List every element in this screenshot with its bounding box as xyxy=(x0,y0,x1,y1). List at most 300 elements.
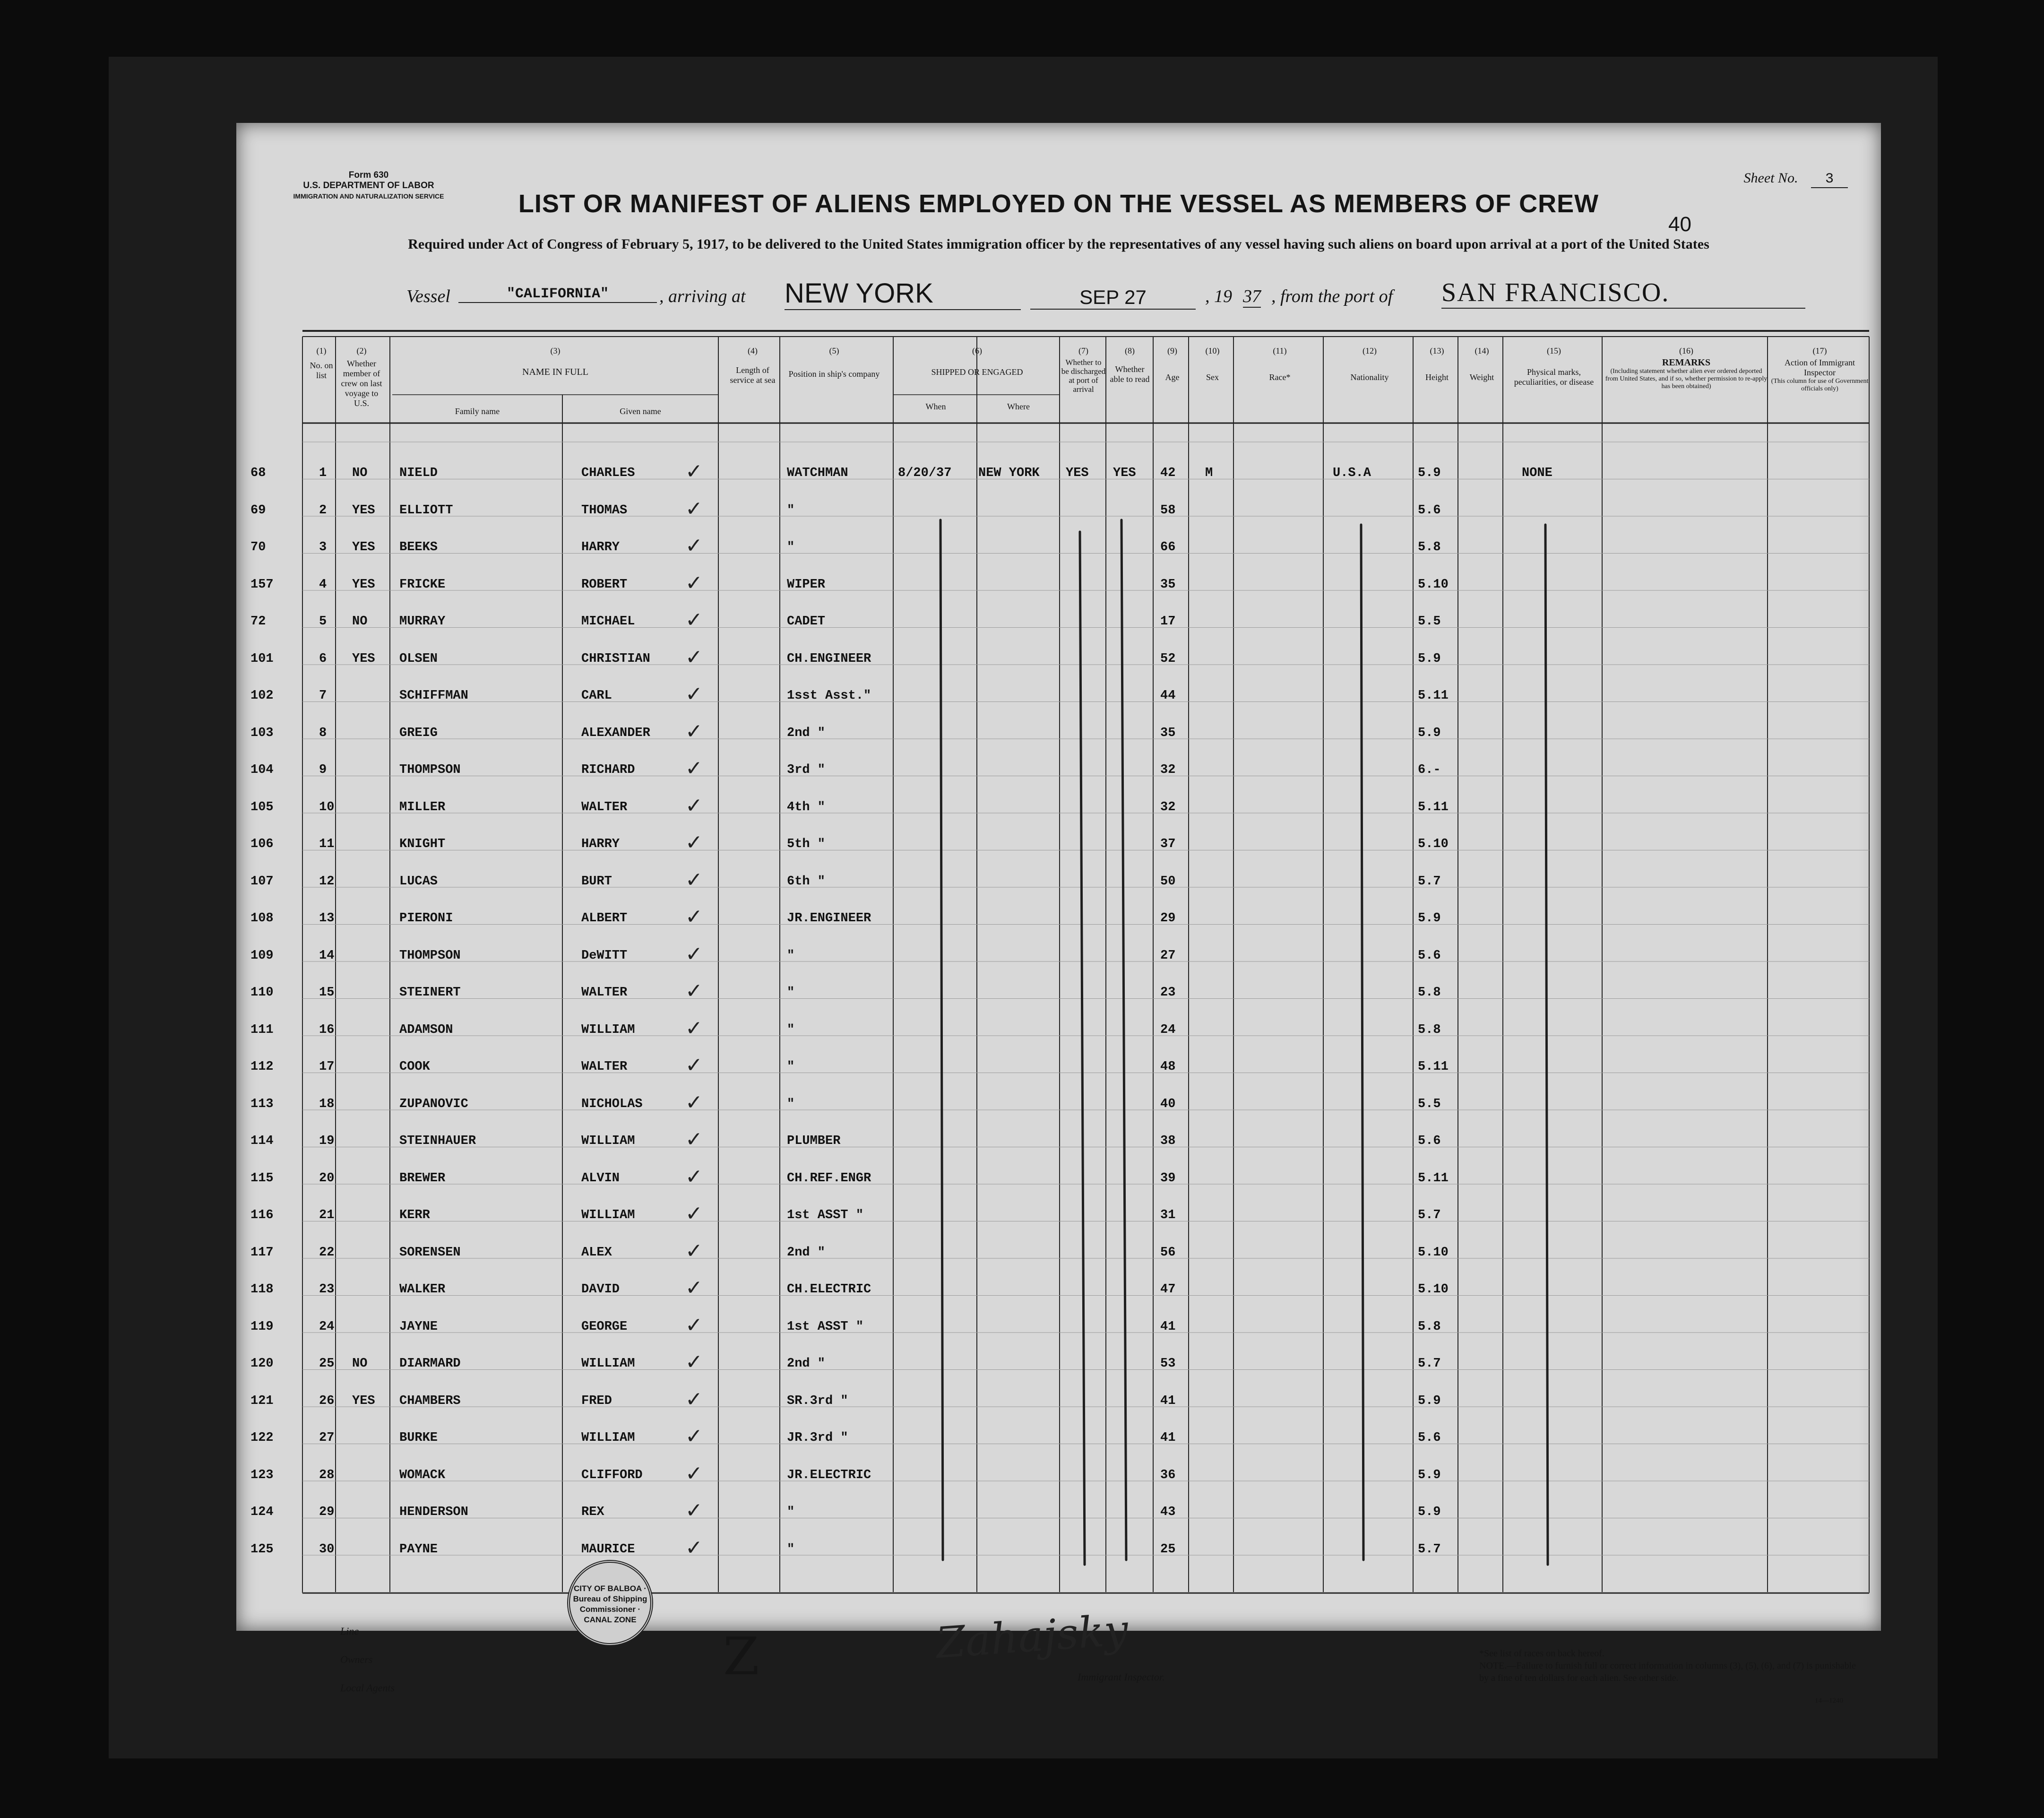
col13-label: Height xyxy=(1425,372,1449,382)
vessel-name: "CALIFORNIA" xyxy=(458,286,657,303)
age: 53 xyxy=(1160,1357,1176,1371)
family-name: STEINHAUER xyxy=(399,1134,476,1148)
reference-number: 113 xyxy=(250,1097,274,1111)
owners-label: Owners xyxy=(340,1654,373,1665)
given-name: RICHARD xyxy=(581,763,635,777)
check-mark: ✓ xyxy=(685,1276,703,1300)
arrival-port: NEW YORK xyxy=(785,277,1021,310)
list-number: 4 xyxy=(319,577,327,592)
position: 1st ASST " xyxy=(787,1319,864,1334)
position: 1st ASST " xyxy=(787,1208,864,1222)
last-voyage: YES xyxy=(352,503,375,518)
family-name: SORENSEN xyxy=(399,1245,461,1260)
list-number: 17 xyxy=(319,1060,335,1074)
age: 25 xyxy=(1160,1542,1176,1557)
age: 38 xyxy=(1160,1134,1176,1148)
col10-label: Sex xyxy=(1206,372,1219,382)
family-name: WOMACK xyxy=(399,1468,446,1482)
height: 5.9 xyxy=(1418,726,1441,740)
position: CADET xyxy=(787,615,826,629)
reference-number: 70 xyxy=(250,540,266,554)
check-mark: ✓ xyxy=(685,867,703,892)
col8-number: (8) xyxy=(1125,346,1135,355)
check-mark: ✓ xyxy=(685,1535,703,1560)
check-mark: ✓ xyxy=(685,1016,703,1040)
age: 52 xyxy=(1160,651,1176,666)
list-number: 11 xyxy=(319,837,335,851)
age: 35 xyxy=(1160,726,1176,740)
height: 5.9 xyxy=(1418,651,1441,666)
position: JR.ELECTRIC xyxy=(787,1468,871,1482)
col1-label: No. on list xyxy=(310,361,333,380)
height: 5.7 xyxy=(1418,1208,1441,1222)
check-mark: ✓ xyxy=(685,459,703,484)
family-name: ELLIOTT xyxy=(399,503,453,518)
list-number: 30 xyxy=(319,1542,335,1557)
check-mark: ✓ xyxy=(685,1424,703,1448)
height: 5.10 xyxy=(1418,1245,1449,1260)
last-voyage: YES xyxy=(352,540,375,554)
col3-label: NAME IN FULL xyxy=(522,367,588,377)
when-header: When xyxy=(925,402,946,411)
height: 5.11 xyxy=(1418,1060,1449,1074)
sheet-label: Sheet No. xyxy=(1743,170,1798,186)
age: 32 xyxy=(1160,763,1176,777)
height: 5.9 xyxy=(1418,1468,1441,1482)
position: 6th " xyxy=(787,874,826,889)
penalty-note: NOTE.—Failure to furnish full or correct information in columns (3), (5), (6), and (7) is punishable by a fine of ten dollars for each alien. See other side. xyxy=(1479,1661,1856,1683)
col6-number: (6) xyxy=(972,346,982,355)
list-number: 1 xyxy=(319,466,327,480)
check-mark: ✓ xyxy=(685,1202,703,1226)
check-mark: ✓ xyxy=(685,756,703,780)
discharged: YES xyxy=(1066,466,1089,480)
col4-number: (4) xyxy=(748,346,758,355)
age: 29 xyxy=(1160,911,1176,926)
family-name: PAYNE xyxy=(399,1542,438,1557)
given-name: CHARLES xyxy=(581,466,635,480)
family-name: THOMPSON xyxy=(399,763,461,777)
race-footnote: *See list of races on back hereof. xyxy=(1479,1648,1604,1659)
height: 5.7 xyxy=(1418,1357,1441,1371)
last-voyage: YES xyxy=(352,577,375,592)
col16-sublabel: (Including statement whether alien ever ordered deported from United States, and if so, whether permission to re-apply has been obtained) xyxy=(1605,368,1768,390)
given-name: ALVIN xyxy=(581,1171,620,1186)
height: 5.8 xyxy=(1418,1319,1441,1334)
position: " xyxy=(787,1022,795,1037)
family-name: WALKER xyxy=(399,1282,446,1297)
department-name: U.S. DEPARTMENT OF LABOR xyxy=(303,181,434,190)
balboa-canal-zone-stamp xyxy=(567,1560,653,1646)
list-number: 25 xyxy=(319,1357,335,1371)
check-mark: ✓ xyxy=(685,608,703,632)
age: 47 xyxy=(1160,1282,1176,1297)
reference-number: 108 xyxy=(250,911,274,926)
given-name: ALEXANDER xyxy=(581,726,650,740)
given-name: WILLIAM xyxy=(581,1134,635,1148)
col5-number: (5) xyxy=(829,346,839,355)
family-name: CHAMBERS xyxy=(399,1394,461,1408)
list-number: 29 xyxy=(319,1505,335,1519)
reference-number: 114 xyxy=(250,1134,274,1148)
age: 35 xyxy=(1160,577,1176,592)
list-number: 26 xyxy=(319,1394,335,1408)
col17-number: (17) xyxy=(1812,346,1827,355)
given-name: REX xyxy=(581,1505,604,1519)
list-number: 24 xyxy=(319,1319,335,1334)
family-name: MILLER xyxy=(399,800,446,814)
check-mark: ✓ xyxy=(685,645,703,669)
given-name: DeWITT xyxy=(581,948,628,963)
list-number: 13 xyxy=(319,911,335,926)
position: WIPER xyxy=(787,577,826,592)
check-mark: ✓ xyxy=(685,905,703,929)
list-number: 8 xyxy=(319,726,327,740)
check-mark: ✓ xyxy=(685,1053,703,1077)
grid-line xyxy=(1080,532,1085,1565)
sheet-number-value: 3 xyxy=(1811,171,1848,188)
list-number: 2 xyxy=(319,503,327,518)
reference-number: 104 xyxy=(250,763,274,777)
height: 5.5 xyxy=(1418,1097,1441,1111)
stamp-text: CITY OF BALBOA · Bureau of Shipping Commissioner · CANAL ZONE xyxy=(573,1584,647,1624)
family-name: BEEKS xyxy=(399,540,438,554)
check-mark: ✓ xyxy=(685,719,703,744)
col2-number: (2) xyxy=(356,346,367,355)
given-name: MAURICE xyxy=(581,1542,635,1557)
given-name: ALBERT xyxy=(581,911,628,926)
reference-number: 111 xyxy=(250,1022,274,1037)
reference-number: 109 xyxy=(250,948,274,963)
height: 5.6 xyxy=(1418,1431,1441,1445)
handwritten-page-number: 40 xyxy=(1668,213,1691,236)
age: 50 xyxy=(1160,874,1176,889)
height: 5.9 xyxy=(1418,911,1441,926)
col2-label: Whether member of crew on last voyage to U.S. xyxy=(341,359,382,408)
reference-number: 123 xyxy=(250,1468,274,1482)
age: 41 xyxy=(1160,1394,1176,1408)
check-mark: ✓ xyxy=(685,1238,703,1263)
last-voyage: YES xyxy=(352,1394,375,1408)
list-number: 23 xyxy=(319,1282,335,1297)
nationality: U.S.A xyxy=(1333,466,1371,480)
family-name-header: Family name xyxy=(455,407,500,416)
col15-label: Physical marks, peculiarities, or disease xyxy=(1514,367,1594,387)
position: " xyxy=(787,948,795,963)
given-name: HARRY xyxy=(581,837,620,851)
age: 39 xyxy=(1160,1171,1176,1186)
col9-label: Age xyxy=(1165,372,1180,382)
given-name: BURT xyxy=(581,874,612,889)
family-name: KNIGHT xyxy=(399,837,446,851)
col1-number: (1) xyxy=(316,346,327,355)
list-number: 12 xyxy=(319,874,335,889)
family-name: KERR xyxy=(399,1208,430,1222)
check-mark: ✓ xyxy=(685,1313,703,1337)
given-name: WALTER xyxy=(581,1060,628,1074)
list-number: 9 xyxy=(319,763,327,777)
col17-sublabel: (This column for use of Government officials only) xyxy=(1771,378,1869,392)
height: 5.6 xyxy=(1418,503,1441,518)
family-name: GREIG xyxy=(399,726,438,740)
reference-number: 72 xyxy=(250,615,266,629)
family-name: OLSEN xyxy=(399,651,438,666)
reference-number: 157 xyxy=(250,577,274,592)
col14-label: Weight xyxy=(1469,372,1494,382)
age: 32 xyxy=(1160,800,1176,814)
given-name: WALTER xyxy=(581,986,628,1000)
list-number: 6 xyxy=(319,651,327,666)
position: PLUMBER xyxy=(787,1134,841,1148)
position: 2nd " xyxy=(787,1245,826,1260)
grid-line xyxy=(1361,525,1363,1560)
age: 41 xyxy=(1160,1431,1176,1445)
age: 17 xyxy=(1160,615,1176,629)
family-name: BURKE xyxy=(399,1431,438,1445)
col12-number: (12) xyxy=(1363,346,1377,355)
col7-label: Whether to be discharged at port of arrival xyxy=(1061,358,1106,394)
list-number: 10 xyxy=(319,800,335,814)
given-name: WILLIAM xyxy=(581,1431,635,1445)
position: CH.ELECTRIC xyxy=(787,1282,871,1297)
check-mark: ✓ xyxy=(685,1461,703,1486)
age: 44 xyxy=(1160,689,1176,703)
given-name: WILLIAM xyxy=(581,1357,635,1371)
age: 43 xyxy=(1160,1505,1176,1519)
col13-number: (13) xyxy=(1430,346,1444,355)
family-name: LUCAS xyxy=(399,874,438,889)
local-agents-label: Local Agents xyxy=(340,1682,395,1694)
grid-line xyxy=(1121,520,1126,1560)
arriving-label: , arriving at xyxy=(659,286,746,306)
given-name-header: Given name xyxy=(620,407,661,416)
form-code: 14—1240 xyxy=(1815,1697,1843,1705)
check-mark: ✓ xyxy=(685,1387,703,1411)
family-name: PIERONI xyxy=(399,911,453,926)
reference-number: 116 xyxy=(250,1208,274,1222)
height: 5.9 xyxy=(1418,1505,1441,1519)
col17-label: Action of Immigrant Inspector xyxy=(1785,358,1855,377)
age: 31 xyxy=(1160,1208,1176,1222)
reference-number: 105 xyxy=(250,800,274,814)
col16-label: REMARKS xyxy=(1662,357,1711,368)
position: 2nd " xyxy=(787,726,826,740)
age: 23 xyxy=(1160,986,1176,1000)
family-name: COOK xyxy=(399,1060,430,1074)
family-name: HENDERSON xyxy=(399,1505,468,1519)
col16-number: (16) xyxy=(1679,346,1693,355)
reference-number: 124 xyxy=(250,1505,274,1519)
height: 5.11 xyxy=(1418,800,1449,814)
list-number: 3 xyxy=(319,540,327,554)
reference-number: 107 xyxy=(250,874,274,889)
manifest-sheet xyxy=(236,123,1881,1705)
height: 5.7 xyxy=(1418,1542,1441,1557)
list-number: 18 xyxy=(319,1097,335,1111)
height: 5.9 xyxy=(1418,1394,1441,1408)
age: 42 xyxy=(1160,466,1176,480)
check-mark: ✓ xyxy=(685,831,703,855)
arrival-date: SEP 27 xyxy=(1030,286,1196,310)
position: " xyxy=(787,986,795,1000)
age: 37 xyxy=(1160,837,1176,851)
col7-number: (7) xyxy=(1078,346,1088,355)
reference-number: 115 xyxy=(250,1171,274,1186)
family-name: ADAMSON xyxy=(399,1022,453,1037)
reference-number: 68 xyxy=(250,466,266,480)
position: 2nd " xyxy=(787,1357,826,1371)
family-name: NIELD xyxy=(399,466,438,480)
list-number: 21 xyxy=(319,1208,335,1222)
col5-label: Position in ship's company xyxy=(788,369,880,379)
reference-number: 120 xyxy=(250,1357,274,1371)
height: 5.10 xyxy=(1418,837,1449,851)
page-title: LIST OR MANIFEST OF ALIENS EMPLOYED ON THE VESSEL AS MEMBERS OF CREW xyxy=(518,190,1599,218)
list-number: 28 xyxy=(319,1468,335,1482)
reference-number: 122 xyxy=(250,1431,274,1445)
family-name: BREWER xyxy=(399,1171,446,1186)
shipped-when: 8/20/37 xyxy=(898,466,952,480)
position: " xyxy=(787,540,795,554)
family-name: STEINERT xyxy=(399,986,461,1000)
last-voyage: NO xyxy=(352,615,368,629)
reference-number: 112 xyxy=(250,1060,274,1074)
height: 5.11 xyxy=(1418,689,1449,703)
year-suffix: 37 xyxy=(1243,286,1261,308)
height: 5.8 xyxy=(1418,540,1441,554)
col9-number: (9) xyxy=(1167,346,1177,355)
list-number: 20 xyxy=(319,1171,335,1186)
last-voyage: NO xyxy=(352,1357,368,1371)
age: 58 xyxy=(1160,503,1176,518)
last-voyage: NO xyxy=(352,466,368,480)
check-mark: ✓ xyxy=(685,1090,703,1115)
list-number: 15 xyxy=(319,986,335,1000)
family-name: THOMPSON xyxy=(399,948,461,963)
position: JR.ENGINEER xyxy=(787,911,871,926)
check-mark: ✓ xyxy=(685,793,703,818)
reference-number: 101 xyxy=(250,651,274,666)
height: 5.6 xyxy=(1418,1134,1441,1148)
height: 5.5 xyxy=(1418,615,1441,629)
check-mark: ✓ xyxy=(685,682,703,706)
able-to-read: YES xyxy=(1113,466,1136,480)
owners-handwritten-mark: Z xyxy=(723,1626,759,1687)
check-mark: ✓ xyxy=(685,1127,703,1151)
shipped-where: NEW YORK xyxy=(978,466,1040,480)
age: 56 xyxy=(1160,1245,1176,1260)
reference-number: 117 xyxy=(250,1245,274,1260)
height: 5.8 xyxy=(1418,986,1441,1000)
reference-number: 119 xyxy=(250,1319,274,1334)
given-name: CARL xyxy=(581,689,612,703)
given-name: HARRY xyxy=(581,540,620,554)
height: 5.8 xyxy=(1418,1022,1441,1037)
form-number: Form 630 xyxy=(348,170,389,180)
height: 5.6 xyxy=(1418,948,1441,963)
list-number: 14 xyxy=(319,948,335,963)
age: 27 xyxy=(1160,948,1176,963)
col8-label: Whether able to read xyxy=(1110,364,1150,384)
height: 5.9 xyxy=(1418,466,1441,480)
height: 5.11 xyxy=(1418,1171,1449,1186)
check-mark: ✓ xyxy=(685,1350,703,1374)
position: " xyxy=(787,1542,795,1557)
age: 40 xyxy=(1160,1097,1176,1111)
check-mark: ✓ xyxy=(685,979,703,1003)
list-number: 7 xyxy=(319,689,327,703)
col10-number: (10) xyxy=(1205,346,1220,355)
age: 48 xyxy=(1160,1060,1176,1074)
position: 5th " xyxy=(787,837,826,851)
given-name: NICHOLAS xyxy=(581,1097,643,1111)
family-name: SCHIFFMAN xyxy=(399,689,468,703)
age: 41 xyxy=(1160,1319,1176,1334)
family-name: DIARMARD xyxy=(399,1357,461,1371)
reference-number: 121 xyxy=(250,1394,274,1408)
family-name: FRICKE xyxy=(399,577,446,592)
given-name: MICHAEL xyxy=(581,615,635,629)
inspector-signature: Zahajsky xyxy=(934,1605,1130,1669)
vessel-label: Vessel xyxy=(406,286,450,306)
reference-number: 102 xyxy=(250,689,274,703)
check-mark: ✓ xyxy=(685,1498,703,1523)
family-name: ZUPANOVIC xyxy=(399,1097,468,1111)
year-prefix: , 19 xyxy=(1205,286,1232,306)
check-mark: ✓ xyxy=(685,571,703,595)
departure-port: SAN FRANCISCO. xyxy=(1441,277,1805,309)
age: 24 xyxy=(1160,1022,1176,1037)
given-name: GEORGE xyxy=(581,1319,628,1334)
position: SR.3rd " xyxy=(787,1394,848,1408)
list-number: 16 xyxy=(319,1022,335,1037)
col14-number: (14) xyxy=(1475,346,1489,355)
list-number: 19 xyxy=(319,1134,335,1148)
height: 5.10 xyxy=(1418,577,1449,592)
given-name: ALEX xyxy=(581,1245,612,1260)
list-number: 22 xyxy=(319,1245,335,1260)
given-name: WALTER xyxy=(581,800,628,814)
position: 4th " xyxy=(787,800,826,814)
last-voyage: YES xyxy=(352,651,375,666)
given-name: WILLIAM xyxy=(581,1208,635,1222)
given-name: WILLIAM xyxy=(581,1022,635,1037)
reference-number: 110 xyxy=(250,986,274,1000)
service-name: IMMIGRATION AND NATURALIZATION SERVICE xyxy=(293,192,444,200)
where-header: Where xyxy=(1007,402,1030,411)
given-name: CHRISTIAN xyxy=(581,651,650,666)
col3-number: (3) xyxy=(550,346,561,355)
reference-number: 103 xyxy=(250,726,274,740)
family-name: JAYNE xyxy=(399,1319,438,1334)
from-port-label: , from the port of xyxy=(1271,286,1393,306)
height: 5.10 xyxy=(1418,1282,1449,1297)
position: " xyxy=(787,1060,795,1074)
check-mark: ✓ xyxy=(685,942,703,966)
grid-line xyxy=(1545,525,1548,1565)
position: CH.ENGINEER xyxy=(787,651,871,666)
check-mark: ✓ xyxy=(685,534,703,558)
family-name: MURRAY xyxy=(399,615,446,629)
position: CH.REF.ENGR xyxy=(787,1171,871,1186)
given-name: FRED xyxy=(581,1394,612,1408)
page-subtitle: Required under Act of Congress of February 5, 1917, to be delivered to the United States immigration officer by the representatives of any vessel having such aliens on board upon arrival at a port of the United States xyxy=(408,236,1709,252)
given-name: DAVID xyxy=(581,1282,620,1297)
given-name: CLIFFORD xyxy=(581,1468,643,1482)
col4-label: Length of service at sea xyxy=(730,365,776,385)
col11-label: Race* xyxy=(1269,372,1291,382)
list-number: 27 xyxy=(319,1431,335,1445)
